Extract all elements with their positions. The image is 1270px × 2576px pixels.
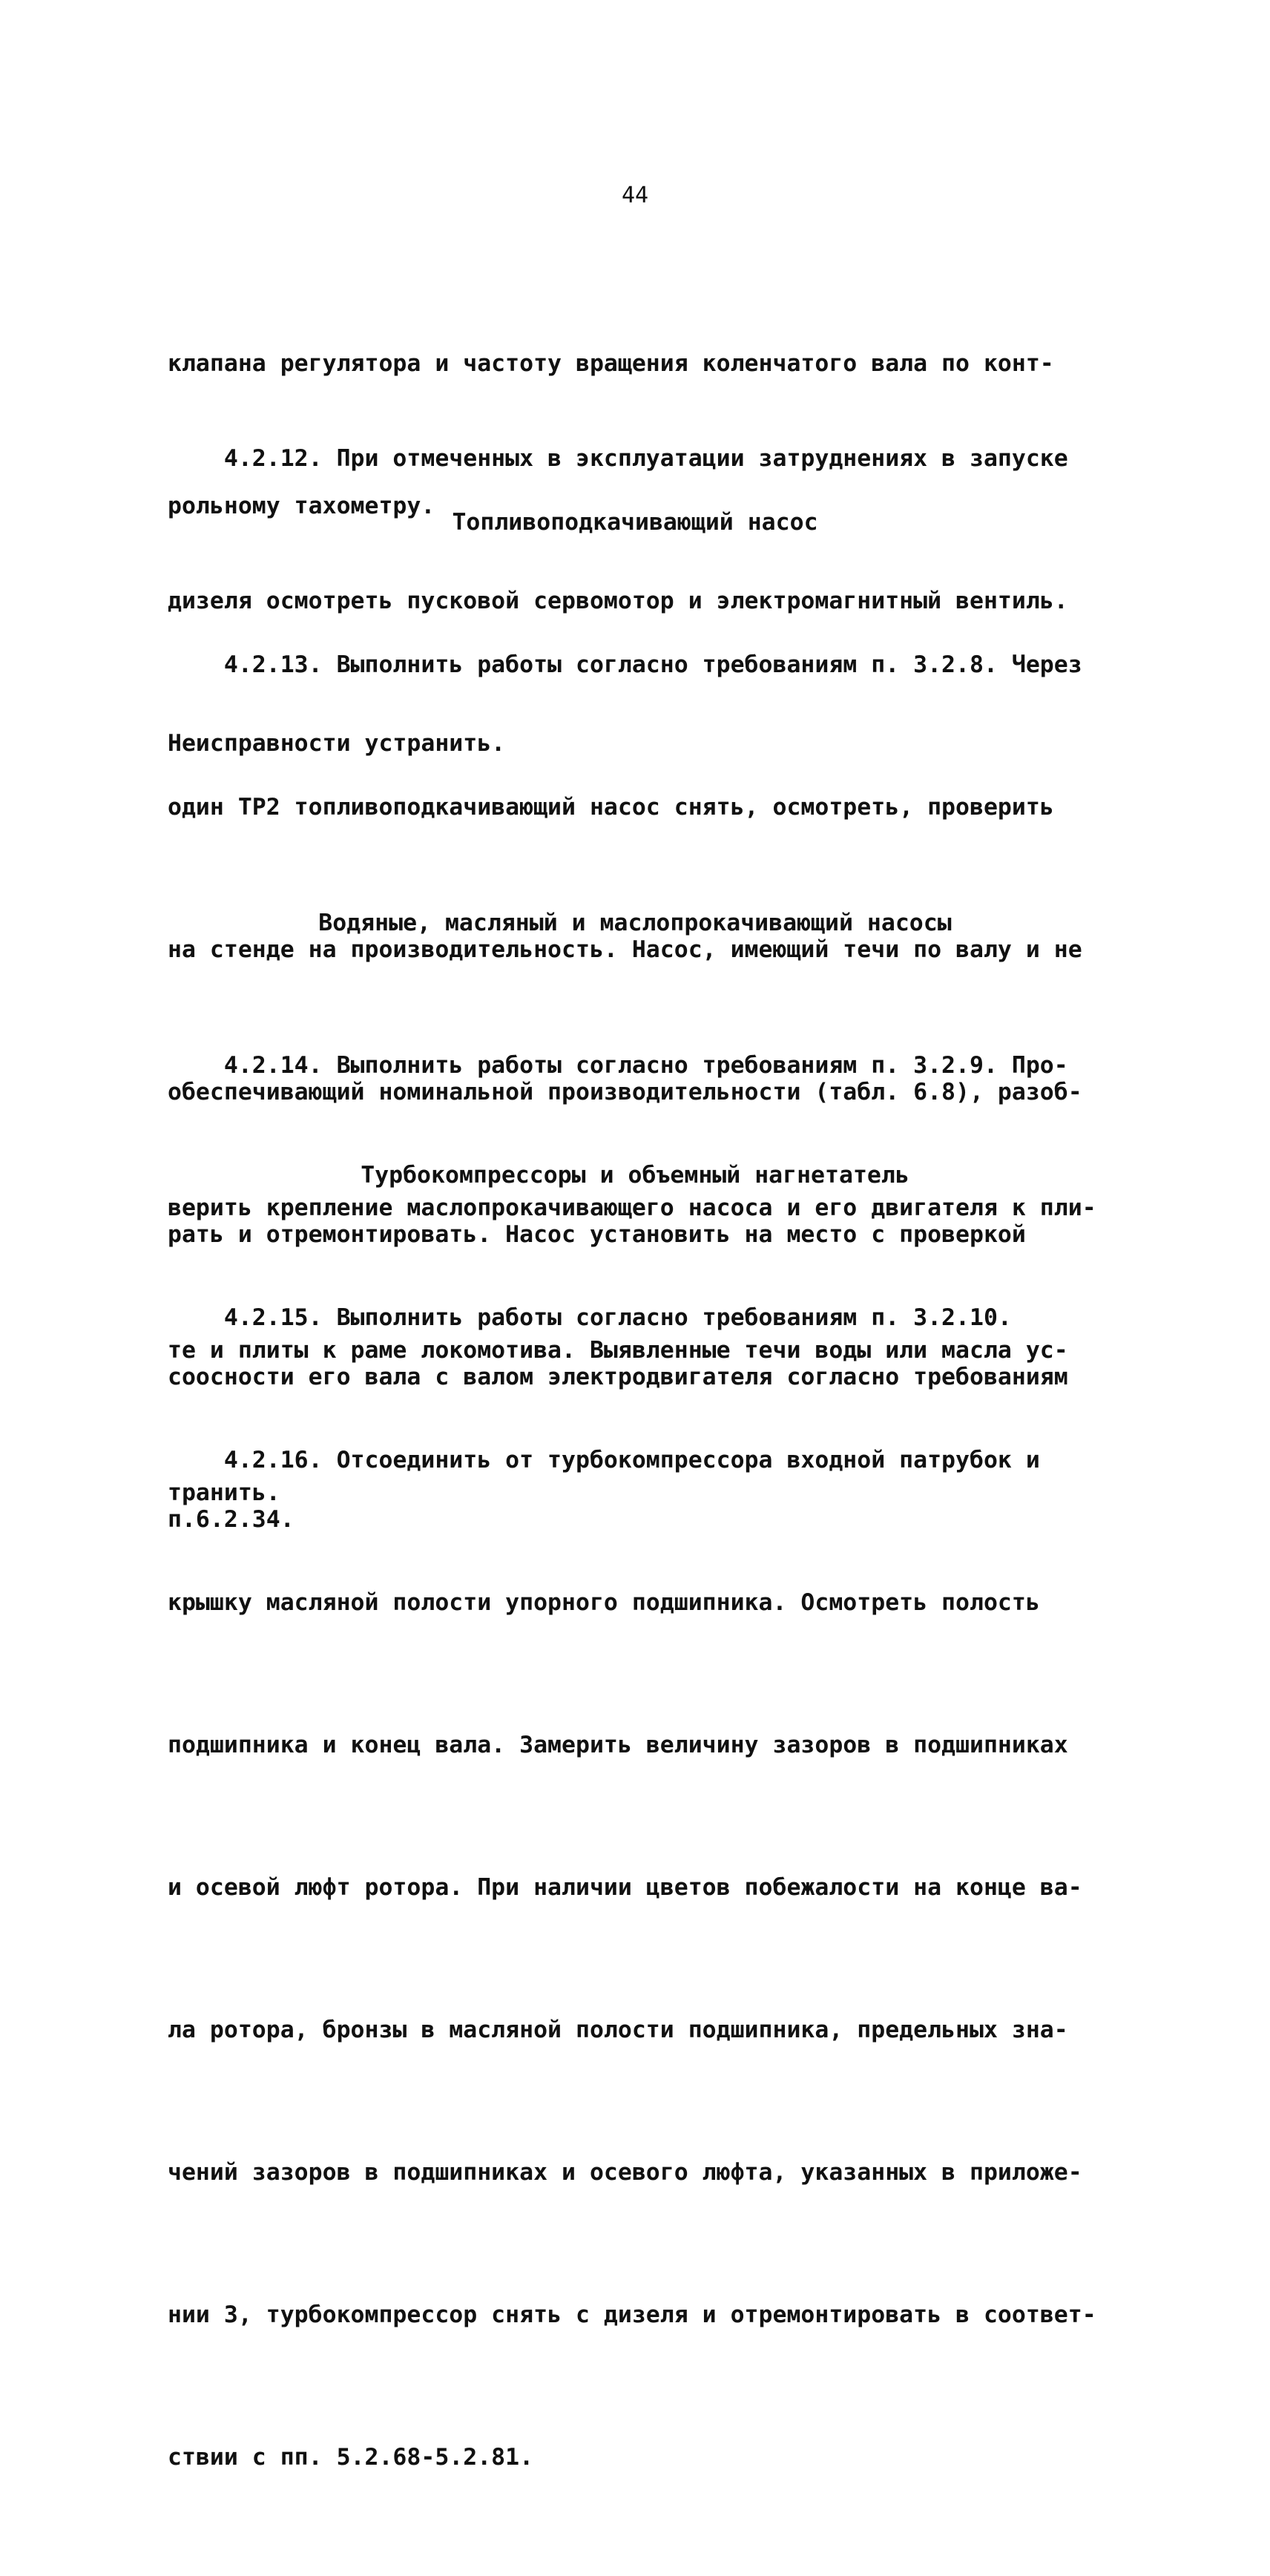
text-line: подшипника и конец вала. Замерить величину зазоров в подшипниках [168,1732,1068,1758]
page-number: 44 [621,183,649,208]
text-line: крышку масляной полости упорного подшипника. Осмотреть полость [168,1589,1040,1616]
text-line: верить крепление маслопрокачивающего насоса и его двигателя к пли- [168,1195,1096,1221]
text-line: на стенде на производительность. Насос, имеющий течи по валу и не [168,936,1082,963]
text-line: Неисправности устранить. [168,730,506,757]
text-line: 4.2.14. Выполнить работы согласно требованиям п. 3.2.9. Про- [168,1052,1068,1079]
text-line: чений зазоров в подшипниках и осевого люфта, указанных в приложе- [168,2159,1082,2186]
text-line: один ТР2 топливоподкачивающий насос снять, осмотреть, проверить [168,794,1054,821]
text-line: соосности его вала с валом электродвигателя согласно требованиям [168,1364,1068,1390]
text-line: рольному тахометру. [168,493,435,519]
text-line: нии 3, турбокомпрессор снять с дизеля и отремонтировать в соответ- [168,2301,1096,2328]
text-line: 4.2.12. При отмеченных в эксплуатации затруднениях в запуске [168,445,1068,472]
text-line: дизеля осмотреть пусковой сервомотор и электромагнитный вентиль. [168,588,1068,614]
text-line: ла ротора, бронзы в масляной полости подшипника, предельных зна- [168,2017,1068,2043]
text-line: 4.2.15. Выполнить работы согласно требованиям п. 3.2.10. [168,1304,1012,1331]
text-line: те и плиты к раме локомотива. Выявленные течи воды или масла ус- [168,1337,1068,1364]
text-line: 4.2.13. Выполнить работы согласно требованиям п. 3.2.8. Через [168,651,1082,678]
text-line: ствии с пп. 5.2.68-5.2.81. [168,2444,534,2471]
text-line: транить. [168,1479,280,1506]
paragraph-4-2-15-16 [168,1199,1132,2576]
text-line: клапана регулятора и частоту вращения коленчатого вала по конт- [168,350,1054,377]
text-line: 4.2.16. Отсоединить от турбокомпрессора входной патрубок и [168,1447,1040,1473]
section-heading-pumps: Водяные, масляный и маслопрокачивающий насосы [318,910,952,936]
text-line: п.6.2.34. [168,1506,295,1533]
text-line: и осевой люфт ротора. При наличии цветов побежалости на конце ва- [168,1874,1082,1901]
section-heading-fuel-pump: Топливоподкачивающий насос [452,509,818,536]
section-heading-turbochargers: Турбокомпрессоры и объемный нагнетатель [361,1162,909,1189]
text-line: обеспечивающий номинальной производительности (табл. 6.8), разоб- [168,1079,1082,1105]
text-line: рать и отремонтировать. Насос установить на место с проверкой [168,1221,1026,1248]
